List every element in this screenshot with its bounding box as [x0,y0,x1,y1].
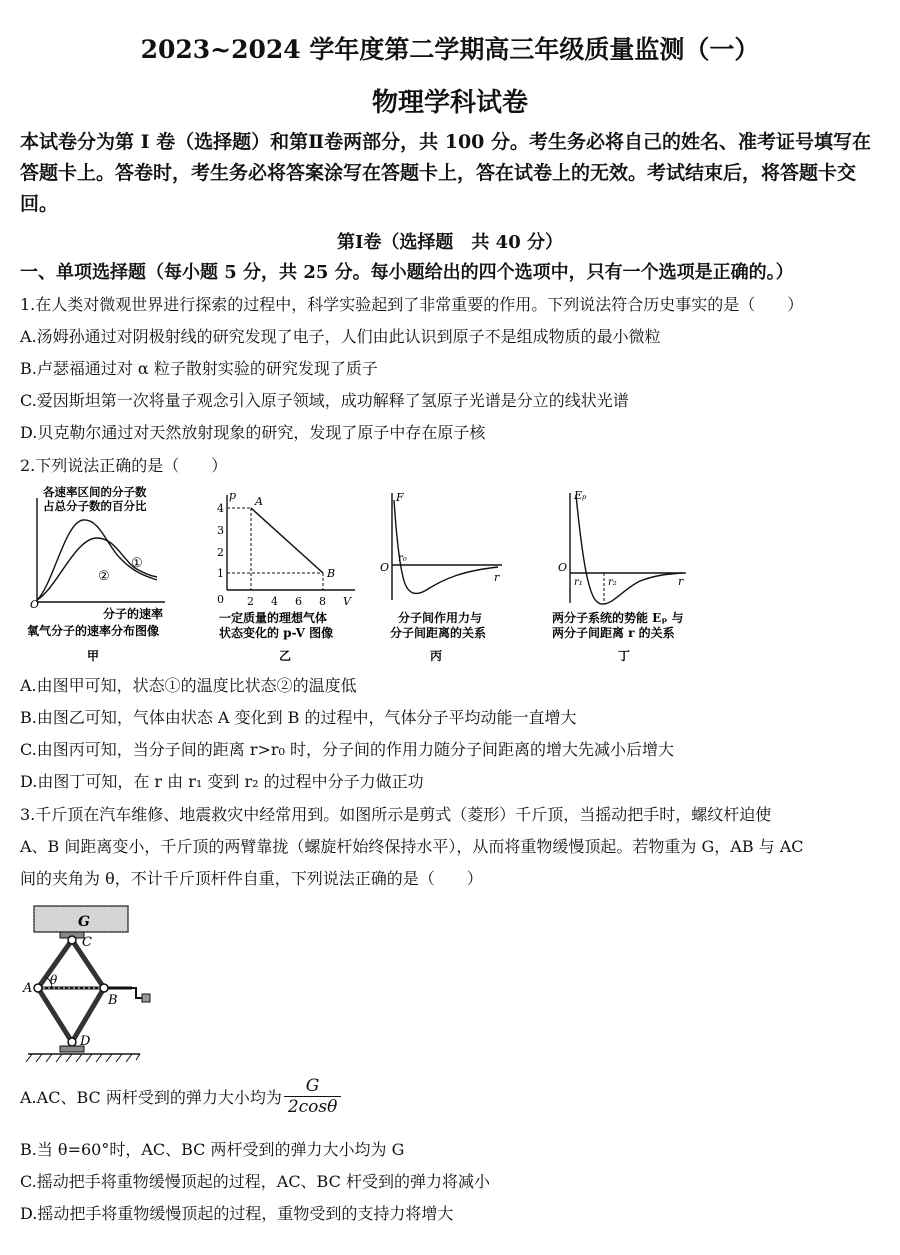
q2-option-b: B.由图乙可知，气体由状态 A 变化到 B 的过程中，气体分子平均动能一直增大 [20,708,577,727]
jack-label-b: B [108,993,118,1008]
jack-label-theta: θ [50,973,58,987]
exam-instructions: 本试卷分为第 I 卷（选择题）和第Ⅱ卷两部分，共 100 分。考生务必将自己的姓名、准考证号填写在答题卡上。答卷时，考生务必将答案涂写在答题卡上，答在试卷上的无效。考试结束后，将答题卡交回。 [20,131,872,215]
jia-label-curve2: ② [98,569,110,584]
yi-xlabel: V [343,595,351,608]
q3-option-a-text: A.AC、BC 两杆受到的弹力大小均为 [20,1088,282,1107]
jia-tag: 甲 [87,649,100,663]
bing-ylabel: F [396,491,404,504]
yi-ytick-1: 1 [217,567,224,580]
ding-xlabel: r [678,575,684,588]
q3-stem-line1: 3.千斤顶在汽车维修、地震救灾中经常用到。如图所示是剪式（菱形）千斤顶，当摇动把手时，螺纹杆迫使 [20,805,772,824]
ding-origin: O [558,561,568,574]
figure-ding [548,485,703,670]
bing-tag: 丙 [430,649,443,663]
jack-label-g: G [78,914,90,930]
fraction-denominator: 2cosθ [287,1097,338,1117]
yi-xtick-8: 8 [319,595,326,608]
q3-stem-line2: A、B 间距离变小，千斤顶的两臂靠拢（螺旋杆始终保持水平），从而将重物缓慢顶起。若物重为 G，AB 与 AC [20,837,804,856]
q3-option-c: C.摇动把手将重物缓慢顶起的过程，AC、BC 杆受到的弹力将减小 [20,1172,490,1191]
q3-option-a [20,1076,341,1117]
jia-xlabel: 分子的速率 [103,607,164,621]
yi-ytick-4: 4 [217,502,224,515]
q1-option-c: C.爱因斯坦第一次将量子观念引入原子领域，成功解释了氢原子光谱是分立的线状光谱 [20,391,629,410]
ding-mark-r1: r₁ [574,577,583,588]
yi-caption-2: 状态变化的 p-V 图像 [219,626,334,640]
figure-jia [25,480,175,665]
yi-point-a: A [255,495,263,508]
jia-ylabel-1: 各速率区间的分子数 [43,485,147,499]
ding-ylabel: Eₚ [574,489,587,502]
yi-ylabel: p [229,489,237,502]
ding-caption-2: 两分子间距离 r 的关系 [552,626,675,640]
jia-label-curve1: ① [131,556,143,571]
subject-title: 物理学科试卷 [371,88,528,118]
yi-xtick-6: 6 [295,595,302,608]
ding-tag: 丁 [618,649,631,663]
yi-tag: 乙 [279,649,292,663]
bing-mark-r0: r₀ [398,553,407,564]
yi-point-b: B [327,567,336,580]
q3-option-b: B.当 θ=60°时，AC、BC 两杆受到的弹力大小均为 G [20,1140,405,1159]
yi-origin: 0 [217,593,224,606]
part1-title: 第Ⅰ卷（选择题 共 40 分） [336,232,563,253]
jia-caption: 氧气分子的速率分布图像 [27,624,160,638]
jack-label-a: A [23,981,33,996]
force-curve [394,500,498,593]
jack-label-d: D [80,1034,91,1049]
figure-yi [205,485,365,670]
jack-label-c: C [82,935,92,950]
fraction-numerator: G [284,1076,342,1097]
q3-stem-line3: 间的夹角为 θ，不计千斤顶杆件自重，下列说法正确的是（ ） [20,869,483,888]
bing-caption-1: 分子间作用力与 [398,611,483,625]
process-line-ab [251,508,323,573]
q1-option-b: B.卢瑟福通过对 α 粒子散射实验的研究发现了质子 [20,359,378,378]
q1-stem: 1.在人类对微观世界进行探索的过程中，科学实验起到了非常重要的作用。下列说法符合历史事实的是（ ） [20,295,804,314]
figure-bing [372,485,512,670]
jia-origin: O [30,598,40,611]
exam-title: 2023~2024 学年度第二学期高三年级质量监测（一） [140,35,760,64]
scissor-jack-figure [20,900,160,1065]
ding-mark-r2: r₂ [608,577,617,588]
yi-xtick-2: 2 [247,595,254,608]
q3-option-d: D.摇动把手将重物缓慢顶起的过程，重物受到的支持力将增大 [20,1204,454,1223]
ding-caption-1: 两分子系统的势能 Eₚ 与 [552,611,684,625]
yi-caption-1: 一定质量的理想气体 [219,611,328,625]
yi-ytick-2: 2 [217,546,224,559]
bing-xlabel: r [494,571,500,584]
q2-option-d: D.由图丁可知，在 r 由 r₁ 变到 r₂ 的过程中分子力做正功 [20,772,424,791]
bing-caption-2: 分子间距离的关系 [390,626,487,640]
q2-option-c: C.由图丙可知，当分子间的距离 r>r₀ 时，分子间的作用力随分子间距离的增大先减小后增大 [20,740,675,759]
q2-stem: 2.下列说法正确的是（ ） [20,456,228,475]
potential-curve [576,495,682,604]
section1-title: 一、单项选择题（每小题 5 分，共 25 分。每小题给出的四个选项中，只有一个选项是正确的。） [20,262,794,283]
jia-ylabel-2: 占总分子数的百分比 [43,499,147,513]
bing-origin: O [380,561,390,574]
q1-option-d: D.贝克勒尔通过对天然放射现象的研究，发现了原子中存在原子核 [20,423,486,442]
q3-option-a-fraction [284,1076,342,1117]
yi-xtick-4: 4 [271,595,278,608]
yi-ytick-3: 3 [217,524,224,537]
q1-option-a: A.汤姆孙通过对阴极射线的研究发现了电子，人们由此认识到原子不是组成物质的最小微粒 [20,327,661,346]
q2-option-a: A.由图甲可知，状态①的温度比状态②的温度低 [20,676,357,695]
